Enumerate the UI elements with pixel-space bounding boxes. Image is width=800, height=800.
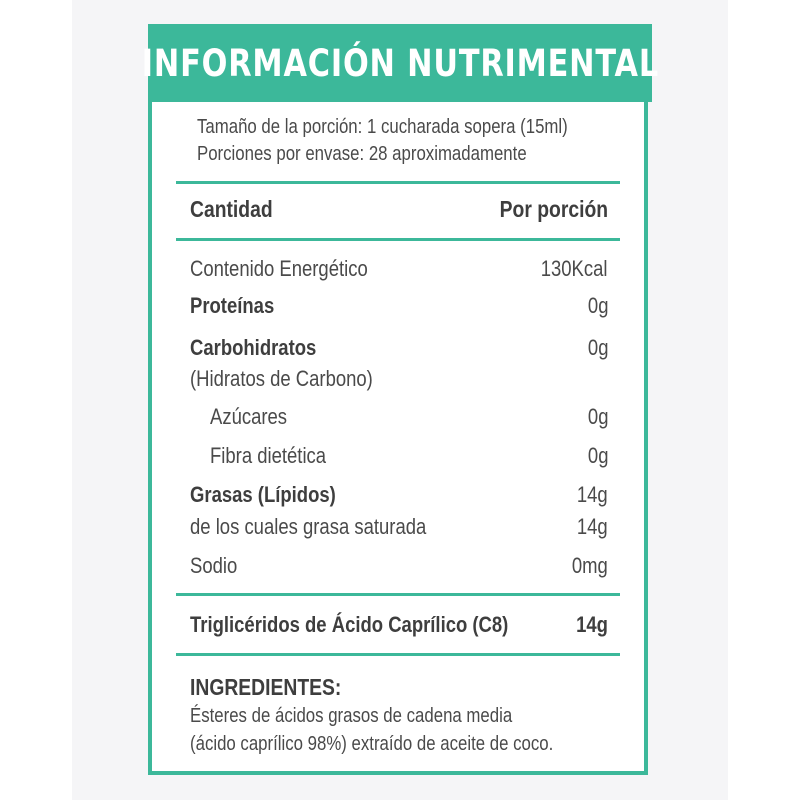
divider-line bbox=[176, 238, 620, 241]
divider-line bbox=[176, 653, 620, 656]
nutrient-value-text: 0g bbox=[587, 335, 608, 360]
nutrient-label-text: de los cuales grasa saturada bbox=[190, 514, 427, 539]
nutrient-value-energy bbox=[528, 256, 608, 282]
servings-per-container bbox=[197, 143, 589, 166]
highlight-value-text: 14g bbox=[576, 612, 608, 637]
nutrient-label-text: Grasas (Lípidos) bbox=[190, 482, 336, 507]
nutrient-label-text: Carbohidratos bbox=[190, 335, 317, 360]
nutrient-value-sodium bbox=[565, 553, 608, 579]
ingredients-line-text: (ácido caprílico 98%) extraído de aceite de coco. bbox=[190, 733, 554, 755]
ingredients-line-1 bbox=[190, 705, 574, 728]
serving-size-text: Tamaño de la porción: 1 cucharada sopera (15ml) bbox=[197, 116, 568, 138]
nutrient-label-text: Contenido Energético bbox=[190, 256, 368, 281]
nutrient-value-protein bbox=[584, 293, 608, 319]
nutrient-value-text: 14g bbox=[577, 514, 608, 539]
nutrient-label-text: Sodio bbox=[190, 553, 238, 578]
highlight-label bbox=[190, 612, 569, 638]
nutrient-value-carbohydrates bbox=[584, 335, 608, 361]
nutrient-value-text: 0g bbox=[587, 443, 608, 468]
column-header-per-serving-text: Por porción bbox=[499, 196, 608, 222]
column-header-per-serving bbox=[479, 196, 608, 223]
nutrient-value-text: 14g bbox=[577, 482, 608, 507]
nutrient-value-fats bbox=[571, 482, 608, 508]
label-title: INFORMACIÓN NUTRIMENTAL bbox=[141, 41, 659, 85]
nutrient-label-saturated-fat bbox=[190, 514, 471, 540]
nutrient-label-fats bbox=[190, 482, 364, 508]
column-header-amount-text: Cantidad bbox=[190, 196, 273, 222]
highlight-value bbox=[570, 612, 608, 638]
nutrient-label-fiber bbox=[210, 443, 348, 469]
nutrient-label-text: Azúcares bbox=[210, 404, 288, 429]
nutrient-label-text: Proteínas bbox=[190, 293, 275, 318]
nutrient-label-sugars bbox=[210, 404, 302, 430]
nutrient-value-text: 0g bbox=[587, 404, 608, 429]
nutrient-value-fiber bbox=[584, 443, 608, 469]
serving-size bbox=[197, 116, 638, 139]
nutrient-label-energy bbox=[190, 256, 402, 282]
nutrient-sublabel-text: (Hidratos de Carbono) bbox=[190, 366, 373, 391]
nutrient-value-text: 0g bbox=[587, 293, 608, 318]
servings-per-container-text: Porciones por envase: 28 aproximadamente bbox=[197, 143, 527, 165]
nutrient-label-carbohydrates bbox=[190, 335, 340, 361]
column-header-amount bbox=[190, 196, 288, 223]
ingredients-title bbox=[190, 674, 370, 701]
nutrient-value-saturated-fat bbox=[571, 514, 608, 540]
nutrient-value-text: 130Kcal bbox=[541, 256, 608, 281]
nutrient-value-text: 0mg bbox=[572, 553, 608, 578]
label-header bbox=[141, 24, 659, 102]
nutrient-value-sugars bbox=[584, 404, 608, 430]
nutrient-label-protein bbox=[190, 293, 290, 319]
nutrient-label-text: Fibra dietética bbox=[210, 443, 327, 468]
divider-line bbox=[176, 181, 620, 184]
nutrient-label-sodium bbox=[190, 553, 246, 579]
nutrient-sublabel-carbohydrates bbox=[190, 366, 408, 392]
highlight-label-text: Triglicéridos de Ácido Caprílico (C8) bbox=[190, 612, 509, 637]
ingredients-line-2 bbox=[190, 733, 622, 756]
ingredients-line-text: Ésteres de ácidos grasos de cadena media bbox=[190, 705, 513, 727]
ingredients-title-text: INGREDIENTES: bbox=[190, 674, 342, 700]
divider-line bbox=[176, 593, 620, 596]
